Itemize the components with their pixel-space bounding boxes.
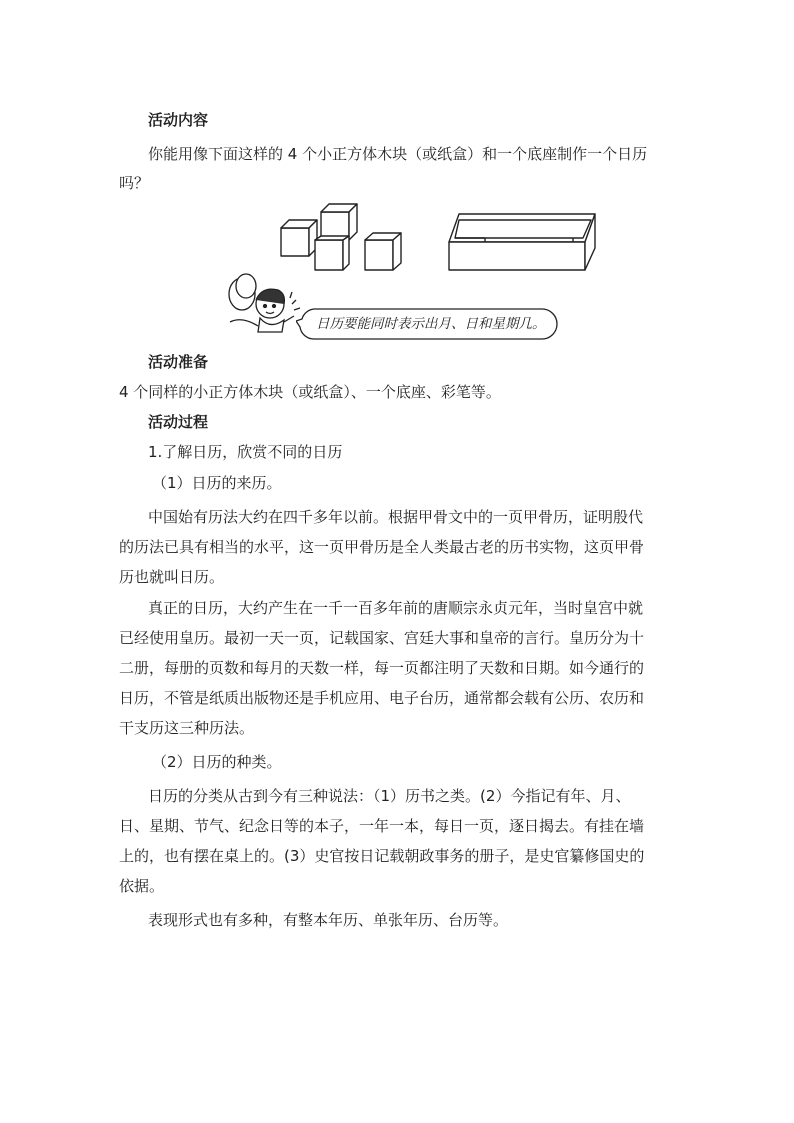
prep-heading: 活动准备 bbox=[148, 353, 209, 371]
para2-line5: 干支历这三种历法。 bbox=[119, 719, 255, 737]
para2-line4: 日历，不管是纸质出版物还是手机应用、电子台历，通常都会载有公历、农历和 bbox=[119, 689, 645, 707]
base-tray-illustration bbox=[445, 208, 605, 276]
para3-line4: 依据。 bbox=[119, 877, 165, 895]
intro-line-2: 吗？ bbox=[119, 174, 150, 192]
speech-bubble-text: 日历要能同时表示出月、日和星期几。 bbox=[316, 316, 546, 332]
sub-heading-1: （1）日历的来历。 bbox=[152, 474, 282, 492]
para2-line2: 已经使用皇历。最初一天一页，记载国家、宫廷大事和皇帝的言行。皇历分为十 bbox=[119, 629, 645, 647]
process-heading: 活动过程 bbox=[148, 413, 209, 431]
para1-line3: 历也就叫日历。 bbox=[119, 568, 225, 586]
para1-line1: 中国始有历法大约在四千多年以前。根据甲骨文中的一页甲骨历，证明殷代 bbox=[148, 508, 644, 526]
step1-heading: 1.了解日历，欣赏不同的日历 bbox=[148, 443, 343, 461]
intro-line-1: 你能用像下面这样的 4 个小正方体木块（或纸盒）和一个底座制作一个日历 bbox=[148, 145, 648, 163]
para3-line1: 日历的分类从古到今有三种说法：（1）历书之类。(2）今指记有年、月、 bbox=[148, 787, 631, 805]
prep-text: 4 个同样的小正方体木块（或纸盒）、一个底座、彩笔等。 bbox=[119, 383, 501, 401]
sub-heading-2: （2）日历的种类。 bbox=[152, 753, 282, 771]
para3-line3: 上的，也有摆在桌上的。(3）史官按日记载朝政事务的册子，是史官纂修国史的 bbox=[119, 847, 645, 865]
cubes-illustration bbox=[275, 200, 415, 275]
para2-line3: 二册，每册的页数和每月的天数一样，每一页都注明了天数和日期。如今通行的 bbox=[119, 659, 645, 677]
para3-line2: 日、星期、节气、纪念日等的本子，一年一本，每日一页，逐日揭去。有挂在墙 bbox=[119, 817, 645, 835]
content-heading: 活动内容 bbox=[148, 111, 209, 129]
para1-line2: 的历法已具有相当的水平，这一页甲骨历是全人类最古老的历书实物，这页甲骨 bbox=[119, 538, 645, 556]
para2-line1: 真正的日历，大约产生在一千一百多年前的唐顺宗永贞元年，当时皇宫中就 bbox=[148, 599, 644, 617]
para4: 表现形式也有多种，有整本年历、单张年历、台历等。 bbox=[148, 911, 509, 929]
